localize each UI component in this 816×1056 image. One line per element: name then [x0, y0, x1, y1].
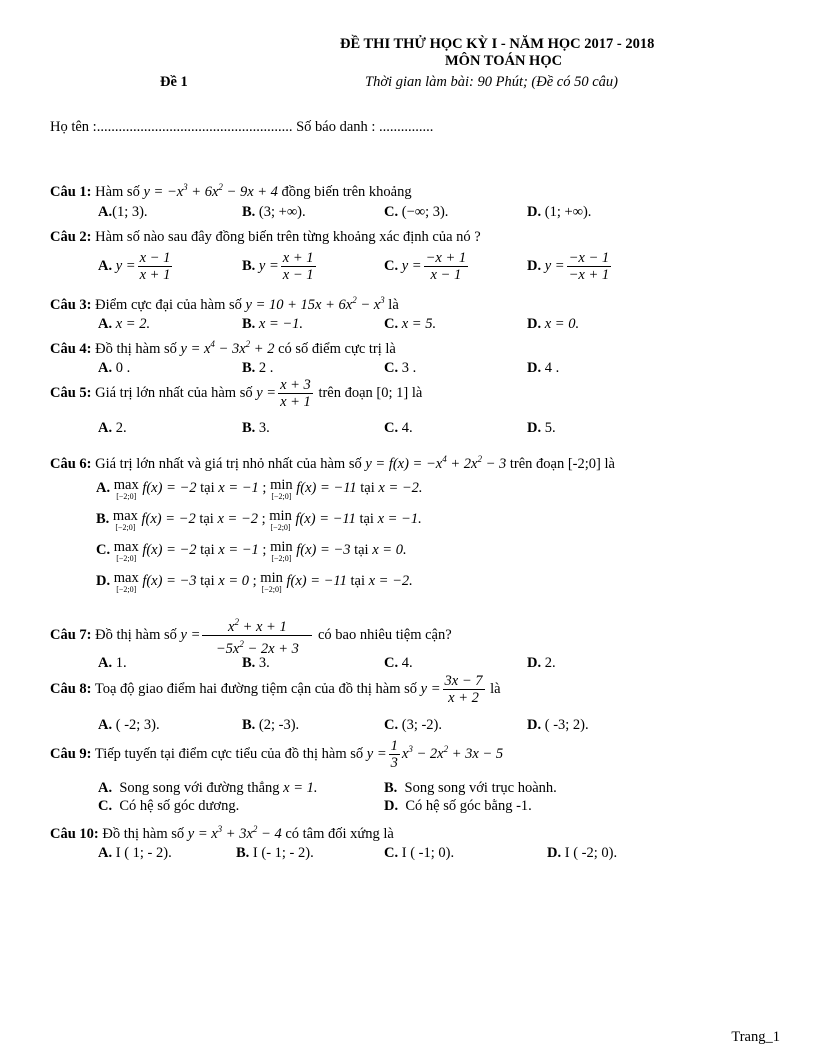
question-text: Đồ thị hàm số	[102, 826, 185, 842]
option-b: B. (2; -3).	[242, 717, 300, 733]
option-d: D. Có hệ số góc bằng -1.	[384, 798, 532, 814]
formula: y =	[180, 626, 201, 643]
question-text: là	[490, 680, 501, 697]
option-c: C. I ( -1; 0).	[384, 845, 455, 861]
formula: $y = 10 + 15x + 6x^2 - x^3$	[245, 295, 385, 313]
formula: $y = x^4 - 3x^2 + 2$	[180, 339, 275, 357]
option-b: B. x = −1.	[242, 316, 304, 332]
option-a: A. 0 .	[98, 360, 131, 376]
option-b: B. (3; +∞).	[242, 204, 306, 220]
question-5: Câu 5: Giá trị lớn nhất của hàm số y = $\frac{x + 3}{x + 1}$ trên đoạn [0; 1] là	[50, 377, 423, 410]
option-d: D. (1; +∞).	[527, 204, 592, 220]
exam-title: ĐỀ THI THỬ HỌC KỲ I - NĂM HỌC 2017 - 2018	[340, 36, 655, 52]
question-text: Hàm số nào sau đây đồng biến trên từng khoảng xác định của nó ?	[95, 229, 481, 245]
formula: $y = -x^3 + 6x^2 - 9x + 4$	[143, 182, 278, 200]
option-c: C. (3; -2).	[384, 717, 442, 733]
question-label: Câu 6:	[50, 456, 92, 472]
page-number: Trang_1	[731, 1029, 780, 1045]
option-d: D. ( -3; 2).	[527, 717, 589, 733]
option-d: D. 2.	[527, 655, 556, 671]
question-text: Đồ thị hàm số	[95, 341, 177, 357]
question-text: Giá trị lớn nhất của hàm số	[95, 384, 253, 401]
option-c: C. max [−2;0] f(x) = −2 tại x = −1 ; min [−2;0] f(x) = −3 tại x = 0.	[96, 539, 407, 563]
option-c: C. 3 .	[384, 360, 417, 376]
question-4	[50, 335, 396, 358]
exam-code: Đề 1	[160, 74, 188, 90]
question-text: Giá trị lớn nhất và giá trị nhỏ nhất của hàm số	[95, 456, 362, 472]
formula: y =	[420, 680, 441, 697]
question-label: Câu 10:	[50, 826, 99, 842]
exam-time: Thời gian làm bài: 90 Phút; (Đề có 50 câu)	[365, 74, 618, 90]
question-label: Câu 7:	[50, 626, 92, 643]
option-d: D. x = 0.	[527, 316, 580, 332]
question-text: Tiếp tuyến tại điểm cực tiểu của đồ thị hàm số	[94, 745, 364, 762]
option-a: A. Song song với đường thẳng x = 1.	[98, 780, 318, 796]
option-a: A. ( -2; 3).	[98, 717, 160, 733]
option-a: A. 2.	[98, 420, 127, 436]
formula: $y = x^3 + 3x^2 - 4$	[187, 824, 282, 842]
student-info-line: Họ tên :...................................................... Số báo danh : ...............	[50, 119, 434, 135]
question-label: Câu 8:	[50, 680, 92, 697]
option-d: D. 5.	[527, 420, 556, 436]
question-label: Câu 4:	[50, 341, 92, 357]
question-label: Câu 1:	[50, 184, 92, 200]
question-text: Hàm số	[95, 184, 140, 200]
formula: y =	[256, 384, 277, 401]
question-text: là	[388, 297, 399, 313]
question-6	[50, 450, 615, 473]
option-a: A. I ( 1; - 2).	[98, 845, 172, 861]
option-a: A.(1; 3).	[98, 204, 148, 220]
question-10	[50, 820, 394, 843]
question-label: Câu 5:	[50, 384, 92, 401]
question-text: có số điểm cực trị là	[278, 341, 396, 357]
exam-subject: MÔN TOÁN HỌC	[445, 53, 563, 69]
option-d: D. max [−2;0] f(x) = −3 tại x = 0 ; min [−2;0] f(x) = −11 tại x = −2.	[96, 570, 413, 594]
option-a: A. max [−2;0] f(x) = −2 tại x = −1 ; min [−2;0] f(x) = −11 tại x = −2.	[96, 477, 423, 501]
question-label: Câu 3:	[50, 297, 92, 313]
question-text: Điểm cực đại của hàm số	[95, 297, 242, 313]
question-9: Câu 9: Tiếp tuyến tại điểm cực tiểu của đồ thị hàm số y = $\frac{1}{3}$ $x^3 - 2x^2 + 3x - 5$	[50, 738, 504, 771]
option-c: C. (−∞; 3).	[384, 204, 449, 220]
option-c: C. y = $\frac{-x + 1}{x - 1}$	[384, 250, 467, 283]
formula: y =	[366, 745, 387, 762]
question-text: đồng biến trên khoảng	[281, 184, 412, 200]
question-2	[50, 228, 481, 246]
option-d: D. y = $\frac{-x - 1}{-x + 1}$	[527, 250, 610, 283]
option-b: B. I (- 1; - 2).	[236, 845, 314, 861]
question-text: trên đoạn [0; 1] là	[318, 384, 423, 401]
option-b: B. 2 .	[242, 360, 274, 376]
question-text: có bao nhiêu tiệm cận?	[318, 626, 452, 643]
option-d: D. I ( -2; 0).	[547, 845, 618, 861]
option-b: B. y = $\frac{x + 1}{x - 1}$	[242, 250, 314, 283]
option-a: A. x = 2.	[98, 316, 151, 332]
question-text: Đồ thị hàm số	[95, 626, 177, 643]
option-b: B. Song song với trục hoành.	[384, 780, 557, 796]
option-c: C. Có hệ số góc dương.	[98, 798, 240, 814]
option-a: A. y = $\frac{x - 1}{x + 1}$	[98, 250, 171, 283]
option-c: C. 4.	[384, 655, 413, 671]
formula: $y = f(x) = -x^4 + 2x^2 - 3$	[365, 454, 507, 472]
option-c: C. x = 5.	[384, 316, 437, 332]
question-3	[50, 291, 399, 314]
question-text: trên đoạn [-2;0] là	[509, 456, 615, 472]
option-d: D. 4 .	[527, 360, 560, 376]
option-b: B. 3.	[242, 420, 270, 436]
question-label: Câu 9:	[50, 745, 92, 762]
question-label: Câu 2:	[50, 229, 92, 245]
option-c: C. 4.	[384, 420, 413, 436]
question-text: Toạ độ giao điểm hai đường tiệm cận của đồ thị hàm số	[94, 680, 418, 697]
question-8: Câu 8: Toạ độ giao điểm hai đường tiệm cận của đồ thị hàm số y = $\frac{3x - 7}{x + 2}$ là	[50, 673, 501, 706]
option-b: B. max [−2;0] f(x) = −2 tại x = −2 ; min [−2;0] f(x) = −11 tại x = −1.	[96, 508, 422, 532]
option-b: B. 3.	[242, 655, 270, 671]
question-text: có tâm đối xứng là	[285, 826, 394, 842]
question-1	[50, 178, 412, 201]
question-7: Câu 7: Đồ thị hàm số y = $\frac{x^2 + x + 1}{-5x^2 - 2x + 3}$ có bao nhiêu tiệm cận?	[50, 614, 452, 657]
option-a: A. 1.	[98, 655, 127, 671]
